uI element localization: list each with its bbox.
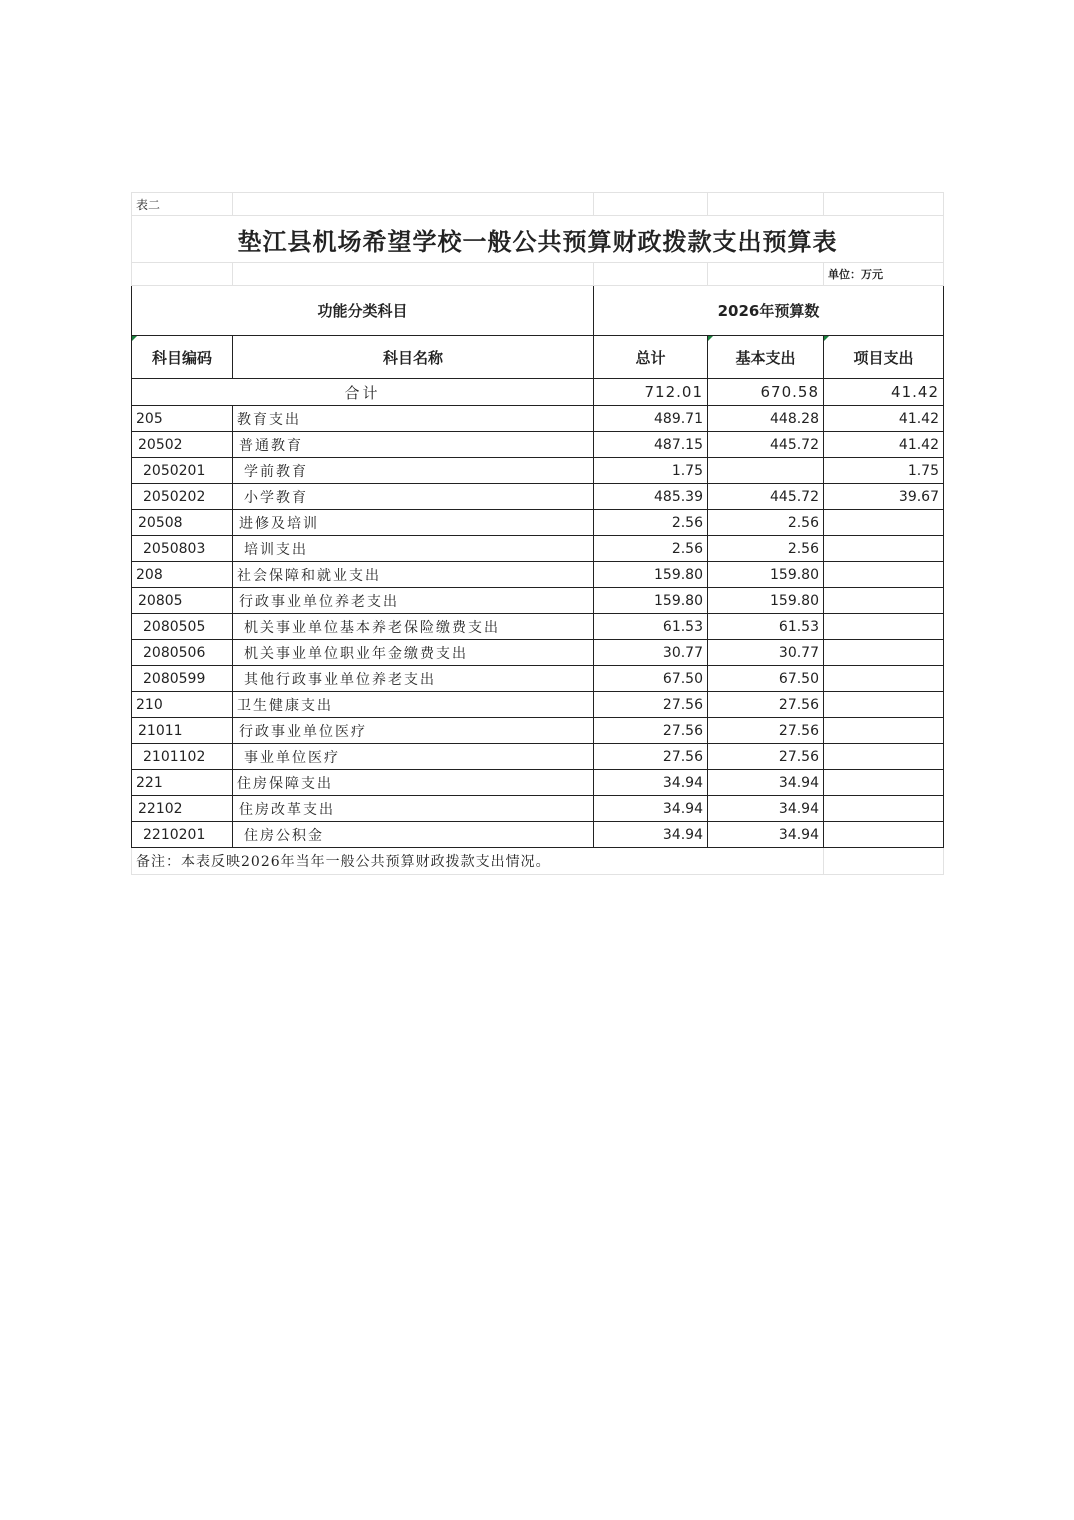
- page-title: 垫江县机场希望学校一般公共预算财政拨款支出预算表: [132, 216, 944, 263]
- header-category: 功能分类科目: [132, 286, 594, 336]
- row-total: 27.56: [594, 718, 708, 744]
- header-name: 科目名称: [233, 336, 594, 379]
- total-project: 41.42: [824, 379, 944, 406]
- row-name: 机关事业单位基本养老保险缴费支出: [233, 614, 594, 640]
- table-row: [132, 796, 944, 822]
- row-basic: 159.80: [708, 588, 824, 614]
- row-total: 2.56: [594, 536, 708, 562]
- header-total: 总计: [594, 336, 708, 379]
- row-code: 22102: [132, 796, 233, 822]
- row-basic: 34.94: [708, 770, 824, 796]
- row-project: [824, 666, 944, 692]
- row-basic: 27.56: [708, 718, 824, 744]
- row-basic: 61.53: [708, 614, 824, 640]
- row-project: [824, 640, 944, 666]
- row-code: 2210201: [132, 822, 233, 848]
- data-rows: [132, 406, 944, 848]
- row-code: 20508: [132, 510, 233, 536]
- row-name: 事业单位医疗: [233, 744, 594, 770]
- row-name: 学前教育: [233, 458, 594, 484]
- table-row: [132, 406, 944, 432]
- row-code: 208: [132, 562, 233, 588]
- row-project: [824, 562, 944, 588]
- table-row: [132, 822, 944, 848]
- table-label: 表二: [132, 193, 233, 216]
- row-project: 39.67: [824, 484, 944, 510]
- row-project: 1.75: [824, 458, 944, 484]
- row-basic: 30.77: [708, 640, 824, 666]
- row-project: 41.42: [824, 432, 944, 458]
- row-basic: 27.56: [708, 692, 824, 718]
- row-basic: 34.94: [708, 796, 824, 822]
- row-code: 2050202: [132, 484, 233, 510]
- row-code: 2050803: [132, 536, 233, 562]
- table-row: [132, 484, 944, 510]
- row-code: 21011: [132, 718, 233, 744]
- table-row: [132, 432, 944, 458]
- row-basic: 445.72: [708, 432, 824, 458]
- unit-row: [132, 263, 944, 286]
- budget-sheet: [131, 192, 943, 875]
- row-total: 27.56: [594, 692, 708, 718]
- row-total: 67.50: [594, 666, 708, 692]
- table-row: [132, 614, 944, 640]
- table-row: [132, 770, 944, 796]
- row-code: 210: [132, 692, 233, 718]
- table-row: [132, 562, 944, 588]
- budget-table: [131, 192, 944, 875]
- header-budget: 2026年预算数: [594, 286, 944, 336]
- row-code: 221: [132, 770, 233, 796]
- row-project: [824, 822, 944, 848]
- table-row: [132, 666, 944, 692]
- total-basic: 670.58: [708, 379, 824, 406]
- row-project: [824, 536, 944, 562]
- row-code: 2080506: [132, 640, 233, 666]
- row-name: 机关事业单位职业年金缴费支出: [233, 640, 594, 666]
- header-code: 科目编码: [132, 336, 233, 379]
- footnote: 备注：本表反映2026年当年一般公共预算财政拨款支出情况。: [132, 848, 824, 875]
- row-project: [824, 588, 944, 614]
- row-name: 小学教育: [233, 484, 594, 510]
- row-total: 485.39: [594, 484, 708, 510]
- header-row-1: [132, 286, 944, 336]
- row-total: 34.94: [594, 796, 708, 822]
- table-label-row: [132, 193, 944, 216]
- row-basic: 2.56: [708, 510, 824, 536]
- note-row: [132, 848, 944, 875]
- row-total: 34.94: [594, 822, 708, 848]
- row-name: 住房公积金: [233, 822, 594, 848]
- table-row: [132, 718, 944, 744]
- row-basic: 448.28: [708, 406, 824, 432]
- row-project: [824, 770, 944, 796]
- row-project: [824, 796, 944, 822]
- table-row: [132, 510, 944, 536]
- row-total: 487.15: [594, 432, 708, 458]
- row-project: [824, 692, 944, 718]
- row-total: 159.80: [594, 562, 708, 588]
- row-name: 普通教育: [233, 432, 594, 458]
- row-total: 159.80: [594, 588, 708, 614]
- row-basic: 34.94: [708, 822, 824, 848]
- row-name: 培训支出: [233, 536, 594, 562]
- row-total: 1.75: [594, 458, 708, 484]
- row-total: 489.71: [594, 406, 708, 432]
- total-total: 712.01: [594, 379, 708, 406]
- row-project: [824, 744, 944, 770]
- row-project: 41.42: [824, 406, 944, 432]
- row-name: 行政事业单位养老支出: [233, 588, 594, 614]
- row-basic: 27.56: [708, 744, 824, 770]
- row-project: [824, 510, 944, 536]
- unit-label: 单位：万元: [824, 263, 944, 286]
- row-code: 2101102: [132, 744, 233, 770]
- total-row: [132, 379, 944, 406]
- row-project: [824, 614, 944, 640]
- row-code: 2050201: [132, 458, 233, 484]
- row-basic: 159.80: [708, 562, 824, 588]
- row-name: 进修及培训: [233, 510, 594, 536]
- row-basic: 2.56: [708, 536, 824, 562]
- row-code: 20805: [132, 588, 233, 614]
- row-total: 34.94: [594, 770, 708, 796]
- row-total: 27.56: [594, 744, 708, 770]
- table-row: [132, 588, 944, 614]
- table-row: [132, 692, 944, 718]
- row-total: 30.77: [594, 640, 708, 666]
- row-name: 住房保障支出: [233, 770, 594, 796]
- row-total: 61.53: [594, 614, 708, 640]
- title-row: [132, 216, 944, 263]
- table-row: [132, 536, 944, 562]
- table-row: [132, 458, 944, 484]
- row-total: 2.56: [594, 510, 708, 536]
- header-project: 项目支出: [824, 336, 944, 379]
- row-basic: 445.72: [708, 484, 824, 510]
- row-code: 205: [132, 406, 233, 432]
- row-name: 卫生健康支出: [233, 692, 594, 718]
- row-name: 住房改革支出: [233, 796, 594, 822]
- table-row: [132, 640, 944, 666]
- row-code: 2080505: [132, 614, 233, 640]
- total-label: 合计: [132, 379, 594, 406]
- row-basic: 67.50: [708, 666, 824, 692]
- header-basic: 基本支出: [708, 336, 824, 379]
- row-name: 其他行政事业单位养老支出: [233, 666, 594, 692]
- row-name: 行政事业单位医疗: [233, 718, 594, 744]
- header-row-2: [132, 336, 944, 379]
- row-project: [824, 718, 944, 744]
- table-row: [132, 744, 944, 770]
- row-basic: [708, 458, 824, 484]
- row-code: 20502: [132, 432, 233, 458]
- row-name: 社会保障和就业支出: [233, 562, 594, 588]
- row-name: 教育支出: [233, 406, 594, 432]
- row-code: 2080599: [132, 666, 233, 692]
